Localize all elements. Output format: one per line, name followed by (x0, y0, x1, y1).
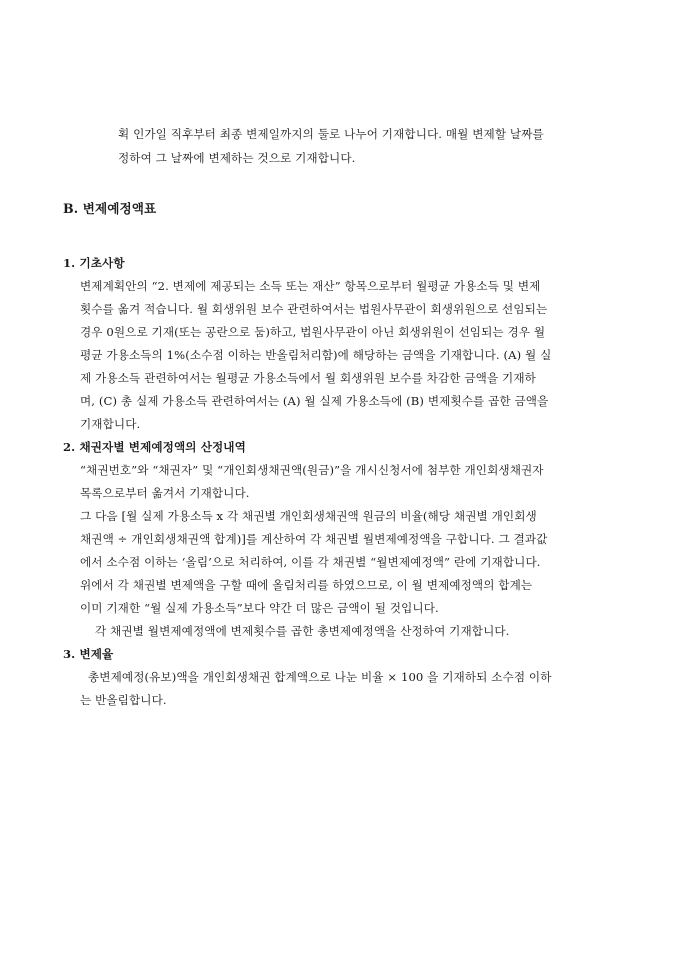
part2-line: 각 채권별 월변제예정액에 변제횟수를 곱한 총변제예정액을 산정하여 기재합니다. (95, 624, 510, 638)
part3-line: 총변제예정(유보)액을 개인회생채권 합계액으로 나눈 비율 × 100 을 기재하되 소수점 이하 (88, 670, 552, 684)
part2-line: 채권액 ÷ 개인회생채권액 합계)]를 계산하여 각 채권별 월변제예정액을 구합니다. 그 결과값 (80, 532, 548, 546)
intro-line: 획 인가일 직후부터 최종 변제일까지의 둘로 나누어 기재합니다. 매월 변제할 날짜를 (118, 127, 544, 141)
intro-line: 정하여 그 날짜에 변제하는 것으로 기재합니다. (118, 151, 356, 165)
part1-line: 변제계획안의 “2. 변제에 제공되는 소득 또는 재산” 항목으로부터 월평균 가용소득 및 변제 (80, 279, 541, 293)
part1-line: 경우 0원으로 기재(또는 공란으로 둠)하고, 법원사무관이 아닌 회생위원이 선임되는 경우 월 (80, 325, 546, 339)
part2-line: 목록으로부터 옮겨서 기재합니다. (80, 486, 250, 500)
part2-heading: 2. 채권자별 변제예정액의 산정내역 (63, 440, 246, 454)
part1-line: 며, (C) 총 실제 가용소득 관련하여서는 (A) 월 실제 가용소득에 (B) 변제횟수를 곱한 금액을 (80, 394, 549, 408)
part1-line: 제 가용소득 관련하여서는 월평균 가용소득에서 월 회생위원 보수를 차감한 금액을 기재하 (80, 371, 536, 385)
part3-line: 는 반올림합니다. (80, 693, 167, 707)
part1-line: 평균 가용소득의 1%(소수점 이하는 반올림처리함)에 해당하는 금액을 기재합니다. (A) 월 실 (80, 348, 552, 362)
part1-heading: 1. 기초사항 (63, 256, 125, 270)
part2-line: “채권번호”와 “채권자” 및 “개인회생채권액(원금)”을 개시신청서에 첨부한 개인회생채권자 (80, 463, 544, 477)
part2-line: 이미 기재한 “월 실제 가용소득”보다 약간 더 많은 금액이 될 것입니다. (80, 601, 439, 615)
part2-line: 그 다음 [월 실제 가용소득 x 각 채권별 개인회생채권액 원금의 비율(해당 채권별 개인회생 (80, 509, 537, 523)
part3-heading: 3. 변제율 (63, 647, 114, 661)
part1-line: 기재합니다. (80, 417, 141, 431)
part1-line: 횟수를 옮겨 적습니다. 월 회생위원 보수 관련하여서는 법원사무관이 회생위원으로 선임되는 (80, 302, 548, 316)
part2-line: 위에서 각 채권별 변제액을 구할 때에 올림처리를 하였으므로, 이 월 변제예정액의 합계는 (80, 578, 533, 592)
part2-line: 에서 소수점 이하는 ‘올림’으로 처리하여, 이를 각 채권별 “월변제예정액” 란에 기재합니다. (80, 555, 541, 569)
section-b-title: B. 변제예정액표 (63, 201, 157, 216)
